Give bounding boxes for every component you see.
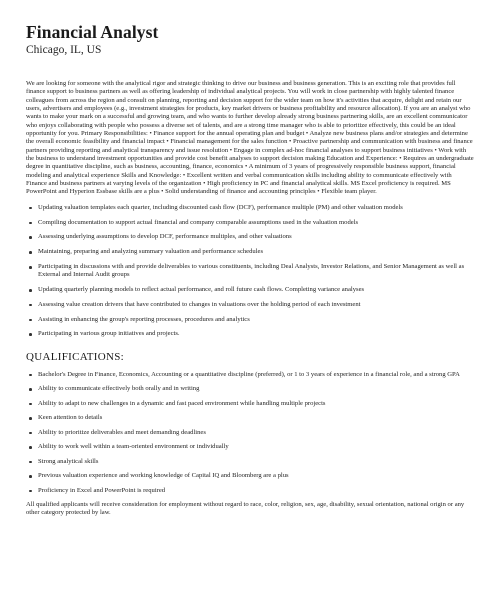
- list-item: Assessing underlying assumptions to develop DCF, performance multiples, and other valuations: [26, 233, 474, 241]
- job-location: Chicago, IL, US: [26, 44, 102, 56]
- list-item: Maintaining, preparing and analyzing summary valuation and performance schedules: [26, 248, 474, 256]
- list-item: Participating in discussions with and provide deliverables to various constituents, including Deal Analysts, Investor Relations, and Senior Management as well as External and Internal Audit groups: [26, 263, 474, 280]
- list-item: Updating valuation templates each quarter, including discounted cash flow (DCF), performance multiple (PM) and other valuation models: [26, 204, 474, 212]
- qualifications-heading: QUALIFICATIONS:: [26, 350, 124, 363]
- list-item: Ability to prioritize deliverables and meet demanding deadlines: [26, 429, 474, 437]
- list-item: Strong analytical skills: [26, 458, 474, 466]
- list-item: Previous valuation experience and working knowledge of Capital IQ and Bloomberg are a plus: [26, 472, 474, 480]
- responsibilities-list: [26, 204, 474, 339]
- list-item: Compiling documentation to support actual financial and company comparable assumptions used in the valuation models: [26, 219, 474, 227]
- list-item: Ability to adapt to new challenges in a dynamic and fast paced environment while handling multiple projects: [26, 400, 474, 408]
- list-item: Assessing value creation drivers that have contributed to changes in valuations over the holding period of each investment: [26, 301, 474, 309]
- qualifications-list: [26, 371, 474, 495]
- list-item: Ability to work well within a team-oriented environment or individually: [26, 443, 474, 451]
- list-item: Updating quarterly planning models to reflect actual performance, and roll future cash flows. Completing variance analyses: [26, 286, 474, 294]
- list-item: Participating in various group initiatives and projects.: [26, 330, 474, 338]
- list-item: Bachelor's Degree in Finance, Economics, Accounting or a quantitative discipline (preferred), or 1 to 3 years of experience in a financial role, and a strong GPA: [26, 371, 474, 379]
- job-title: Financial Analyst: [26, 22, 159, 42]
- list-item: Assisting in enhancing the group's reporting processes, procedures and analytics: [26, 316, 474, 324]
- list-item: Proficiency in Excel and PowerPoint is required: [26, 487, 474, 495]
- eeo-statement: All qualified applicants will receive consideration for employment without regard to race, color, religion, sex, age, disability, sexual orientation, national origin or any other category protected by law.: [26, 501, 465, 517]
- job-description: We are looking for someone with the analytical rigor and strategic thinking to drive our business and business generation. This is an exciting role that provides full finance support to business partners as well as offering leadership of individual analytical projects. You will work in close partnership with highly talented finance colleagues from across the region and consult on planning, reporting and decision support for the wider team on how it's activities that acquire, delight and retain our users, advertisers and employees (e.g., investment strategies for products, key market drivers or business profitability and resource allocation). If you are an analyst who wants to make your mark on a successful and growing team, and who wants to further develop already strong business partnering skills, are an excellent communicator who enjoys collaborating with people who possess a diverse set of talents, and are a strong time manager who is able to prioritize effectively, this could be an ideal opportunity for you. Primary Responsibilities: • Finance support for the annual operating plan and budget • Analyze new business plans and/or strategies and determine the overall economic feasibility and financial impact • Financial management for the sales function • Proactive partnership and communication with business and finance partners providing reporting and analytical transparency and issue resolution • Engage in complex ad-hoc financial analyses to support business initiatives • Work with the business to understand investment opportunities and provide cost benefit analyses to support decision making Education and Experience: • Requires an undergraduate degree in quantitative discipline, such as business, accounting, finance, economics • A minimum of 3 years of progressively responsible business support, financial modeling and analytical experience Skills and Knowledge: • Excellent written and verbal communication skills including ability to communicate effectively with Finance and business partners at varying levels of the organization • High proficiency in PC and financial analytical skills. MS Excel proficiency is required. MS PowerPoint and Hyperion Essbase skills are a plus • Solid understanding of finance and accounting principles • Flexible team player.: [26, 80, 474, 196]
- list-item: Ability to communicate effectively both orally and in writing: [26, 385, 474, 393]
- list-item: Keen attention to details: [26, 414, 474, 422]
